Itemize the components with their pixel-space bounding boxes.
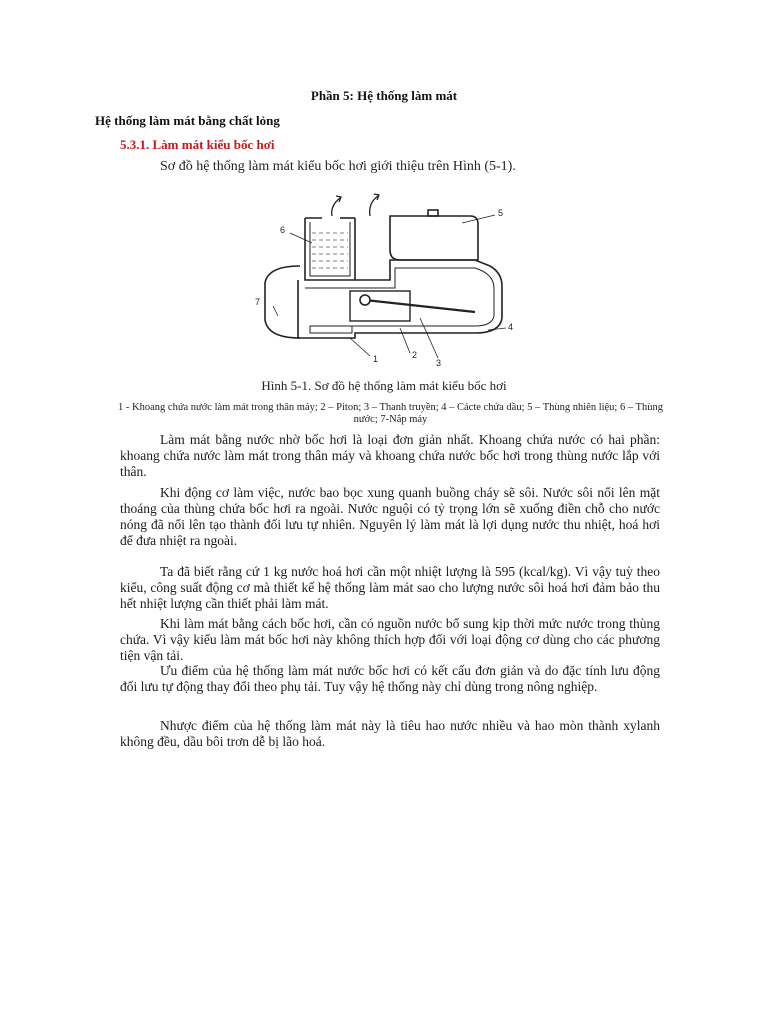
paragraph: Nhược điểm của hệ thống làm mát này là tiêu hao nước nhiều và hao mòn thành xylanh không đều, dầu bôi trơn dễ bị lão hoá. — [120, 718, 660, 749]
label-2: 2 — [412, 350, 418, 360]
paragraph: Làm mát bằng nước nhờ bốc hơi là loại đơn giản nhất. Khoang chứa nước có hai phần: khoang chứa nước làm mát trong thân máy và khoang chứa nước bốc hơi trong thùng nước lắp với thân. — [120, 432, 660, 479]
label-7: 7 — [255, 297, 261, 307]
section-title: Hệ thống làm mát bằng chất lỏng — [95, 113, 280, 128]
cylinder-cap — [265, 266, 300, 338]
cooling-system-diagram — [250, 188, 530, 373]
label-5: 5 — [498, 208, 504, 218]
water-tank — [305, 218, 355, 280]
paragraph: Khi làm mát bằng cách bốc hơi, cần có nguồn nước bổ sung kịp thời mức nước trong thùng chứa. Vì vậy kiểu làm mát bốc hơi này không thích hợp đối với loại động cơ dùng cho các phương tiện vận tải. — [120, 616, 660, 663]
steam-arrow-left — [332, 198, 340, 216]
piston — [350, 291, 410, 321]
label-4: 4 — [508, 322, 514, 332]
paragraph: Khi động cơ làm việc, nước bao bọc xung quanh buồng cháy sẽ sôi. Nước sôi nổi lên mặt thoáng của thùng chứa bốc hơi ra ngoài. Nước nguội có tỷ trọng lớn sẽ xuống điền chỗ cho nước nóng đã nổi lên tạo thành đối lưu tự nhiên. Nguyên lý làm mát là lợi dụng nước thu nhiệt, hoá hơi để đưa nhiệt ra ngoài. — [120, 485, 660, 548]
subsection-title: 5.3.1. Làm mát kiểu bốc hơi — [120, 137, 275, 152]
figure-caption: Hình 5-1. Sơ đồ hệ thống làm mát kiểu bốc hơi — [261, 378, 507, 393]
figure-legend: 1 - Khoang chứa nước làm mát trong thân máy; 2 – Piton; 3 – Thanh truyền; 4 – Cácte chứa dầu; 5 – Thùng nhiên liệu; 6 – Thùng nước; 7-Nắp máy — [118, 402, 663, 425]
label-1: 1 — [373, 354, 379, 364]
label-3: 3 — [436, 358, 442, 368]
paragraph: Ta đã biết rằng cứ 1 kg nước hoá hơi cần một nhiệt lượng là 595 (kcal/kg). Vì vậy tuỳ theo kiểu, công suất động cơ mà thiết kế hệ thống làm mát sao cho lượng nước sôi hoá hơi đảm bảo thu hết nhiệt lượng cần thiết phải làm mát. — [120, 564, 660, 611]
part-title: Phần 5: Hệ thống làm mát — [310, 88, 458, 103]
label-6: 6 — [280, 225, 286, 235]
paragraph: Ưu điểm của hệ thống làm mát nước bốc hơi có kết cấu đơn giản và do đặc tính lưu động đối lưu tự động thay đổi theo phụ tải. Tuy vậy hệ thống này chỉ dùng trong nông nghiệp. — [120, 663, 660, 694]
intro-text: Sơ đồ hệ thống làm mát kiểu bốc hơi giới thiệu trên Hình (5-1). — [160, 159, 516, 174]
